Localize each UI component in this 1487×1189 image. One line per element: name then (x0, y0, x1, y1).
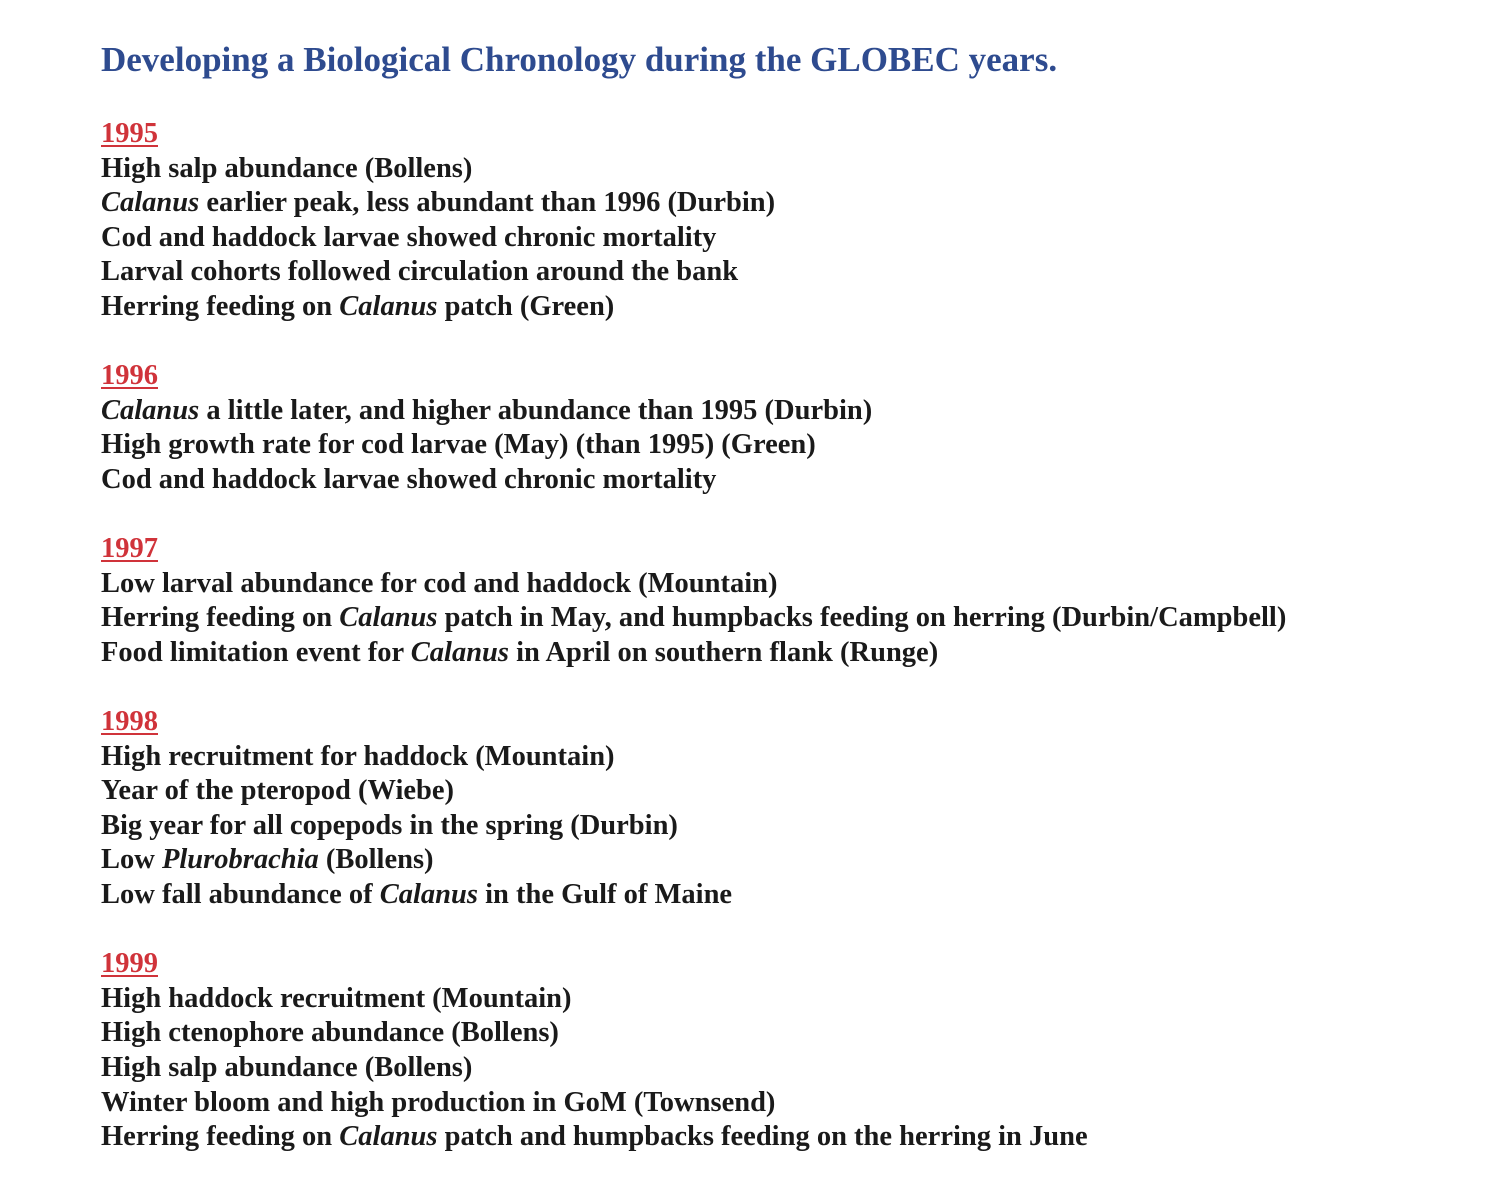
chronology-entry (101, 152, 1471, 187)
entry-text: High salp abundance (Bollens) (101, 152, 473, 184)
year-heading: 1995 (101, 118, 158, 149)
entry-text: a little later, and higher abundance than 1995 (Durbin) (199, 394, 873, 426)
year-section-1995 (101, 117, 1471, 325)
entry-text: Year of the pteropod (Wiebe) (101, 775, 455, 807)
entry-text: in April on southern flank (Runge) (509, 636, 939, 668)
year-section-1999 (101, 947, 1471, 1155)
entry-text: High salp abundance (Bollens) (101, 1052, 473, 1084)
entry-text: Low fall abundance of (101, 879, 380, 911)
entry-text: in the Gulf of Maine (477, 879, 733, 911)
chronology-entry (101, 255, 1471, 290)
entry-text: High recruitment for haddock (Mountain) (101, 740, 615, 772)
taxon-name: Calanus (339, 602, 438, 634)
chronology-entry (101, 186, 1471, 221)
entry-text: Food limitation event for (101, 636, 411, 668)
entry-text: Herring feeding on (101, 602, 340, 634)
year-section-1998 (101, 705, 1471, 913)
taxon-name: Calanus (410, 636, 510, 668)
document-page (101, 38, 1471, 1189)
entry-text: Winter bloom and high production in GoM (Townsend) (101, 1086, 776, 1118)
entry-text: patch and humpbacks feeding on the herring in June (437, 1121, 1088, 1153)
chronology-entry (101, 1120, 1471, 1155)
entry-text: High haddock recruitment (Mountain) (101, 982, 572, 1014)
taxon-name: Calanus (101, 394, 200, 426)
entry-text: Herring feeding on (101, 1121, 340, 1153)
chronology-entry (101, 290, 1471, 325)
chronology-entry (101, 1016, 1471, 1051)
taxon-name: Calanus (339, 1121, 438, 1153)
entry-text: High ctenophore abundance (Bollens) (101, 1017, 559, 1049)
entry-text: Cod and haddock larvae showed chronic mortality (101, 463, 717, 495)
page-title: Developing a Biological Chronology during the GLOBEC years. (101, 40, 1058, 79)
taxon-name: Calanus (339, 290, 438, 322)
chronology-entry (101, 774, 1471, 809)
entry-text: Low larval abundance for cod and haddock (Mountain) (101, 567, 778, 599)
chronology-entry (101, 221, 1471, 256)
entry-text: Herring feeding on (101, 290, 340, 322)
chronology-entry (101, 394, 1471, 429)
year-heading: 1999 (101, 948, 158, 980)
year-section-1997 (101, 532, 1471, 670)
year-heading: 1998 (101, 706, 158, 738)
chronology-entry (101, 463, 1471, 498)
entry-text: (Bollens) (318, 844, 434, 876)
entry-text: patch (Green) (437, 290, 615, 322)
entry-text: Cod and haddock larvae showed chronic mortality (101, 221, 717, 253)
year-section-1996 (101, 359, 1471, 497)
chronology-entry (101, 1051, 1471, 1086)
entry-text: Big year for all copepods in the spring (Durbin) (101, 809, 678, 841)
chronology-sections (101, 117, 1471, 1155)
entry-text: High growth rate for cod larvae (May) (than 1995) (Green) (101, 429, 816, 461)
taxon-name: Calanus (379, 879, 478, 911)
chronology-entry (101, 740, 1471, 775)
taxon-name: Plurobrachia (161, 844, 319, 876)
chronology-entry (101, 1086, 1471, 1121)
chronology-entry (101, 567, 1471, 602)
entry-text: earlier peak, less abundant than 1996 (Durbin) (199, 187, 776, 219)
entry-text: patch in May, and humpbacks feeding on herring (Durbin/Campbell) (437, 602, 1287, 634)
entry-text: Low (101, 844, 162, 876)
year-heading: 1997 (101, 533, 158, 565)
chronology-entry (101, 601, 1471, 636)
chronology-entry (101, 636, 1471, 671)
taxon-name: Calanus (101, 187, 200, 219)
chronology-entry (101, 428, 1471, 463)
chronology-entry (101, 982, 1471, 1017)
year-heading: 1996 (101, 360, 158, 392)
chronology-entry (101, 878, 1471, 913)
chronology-entry (101, 843, 1471, 878)
entry-text: Larval cohorts followed circulation around the bank (101, 256, 739, 288)
chronology-entry (101, 809, 1471, 844)
